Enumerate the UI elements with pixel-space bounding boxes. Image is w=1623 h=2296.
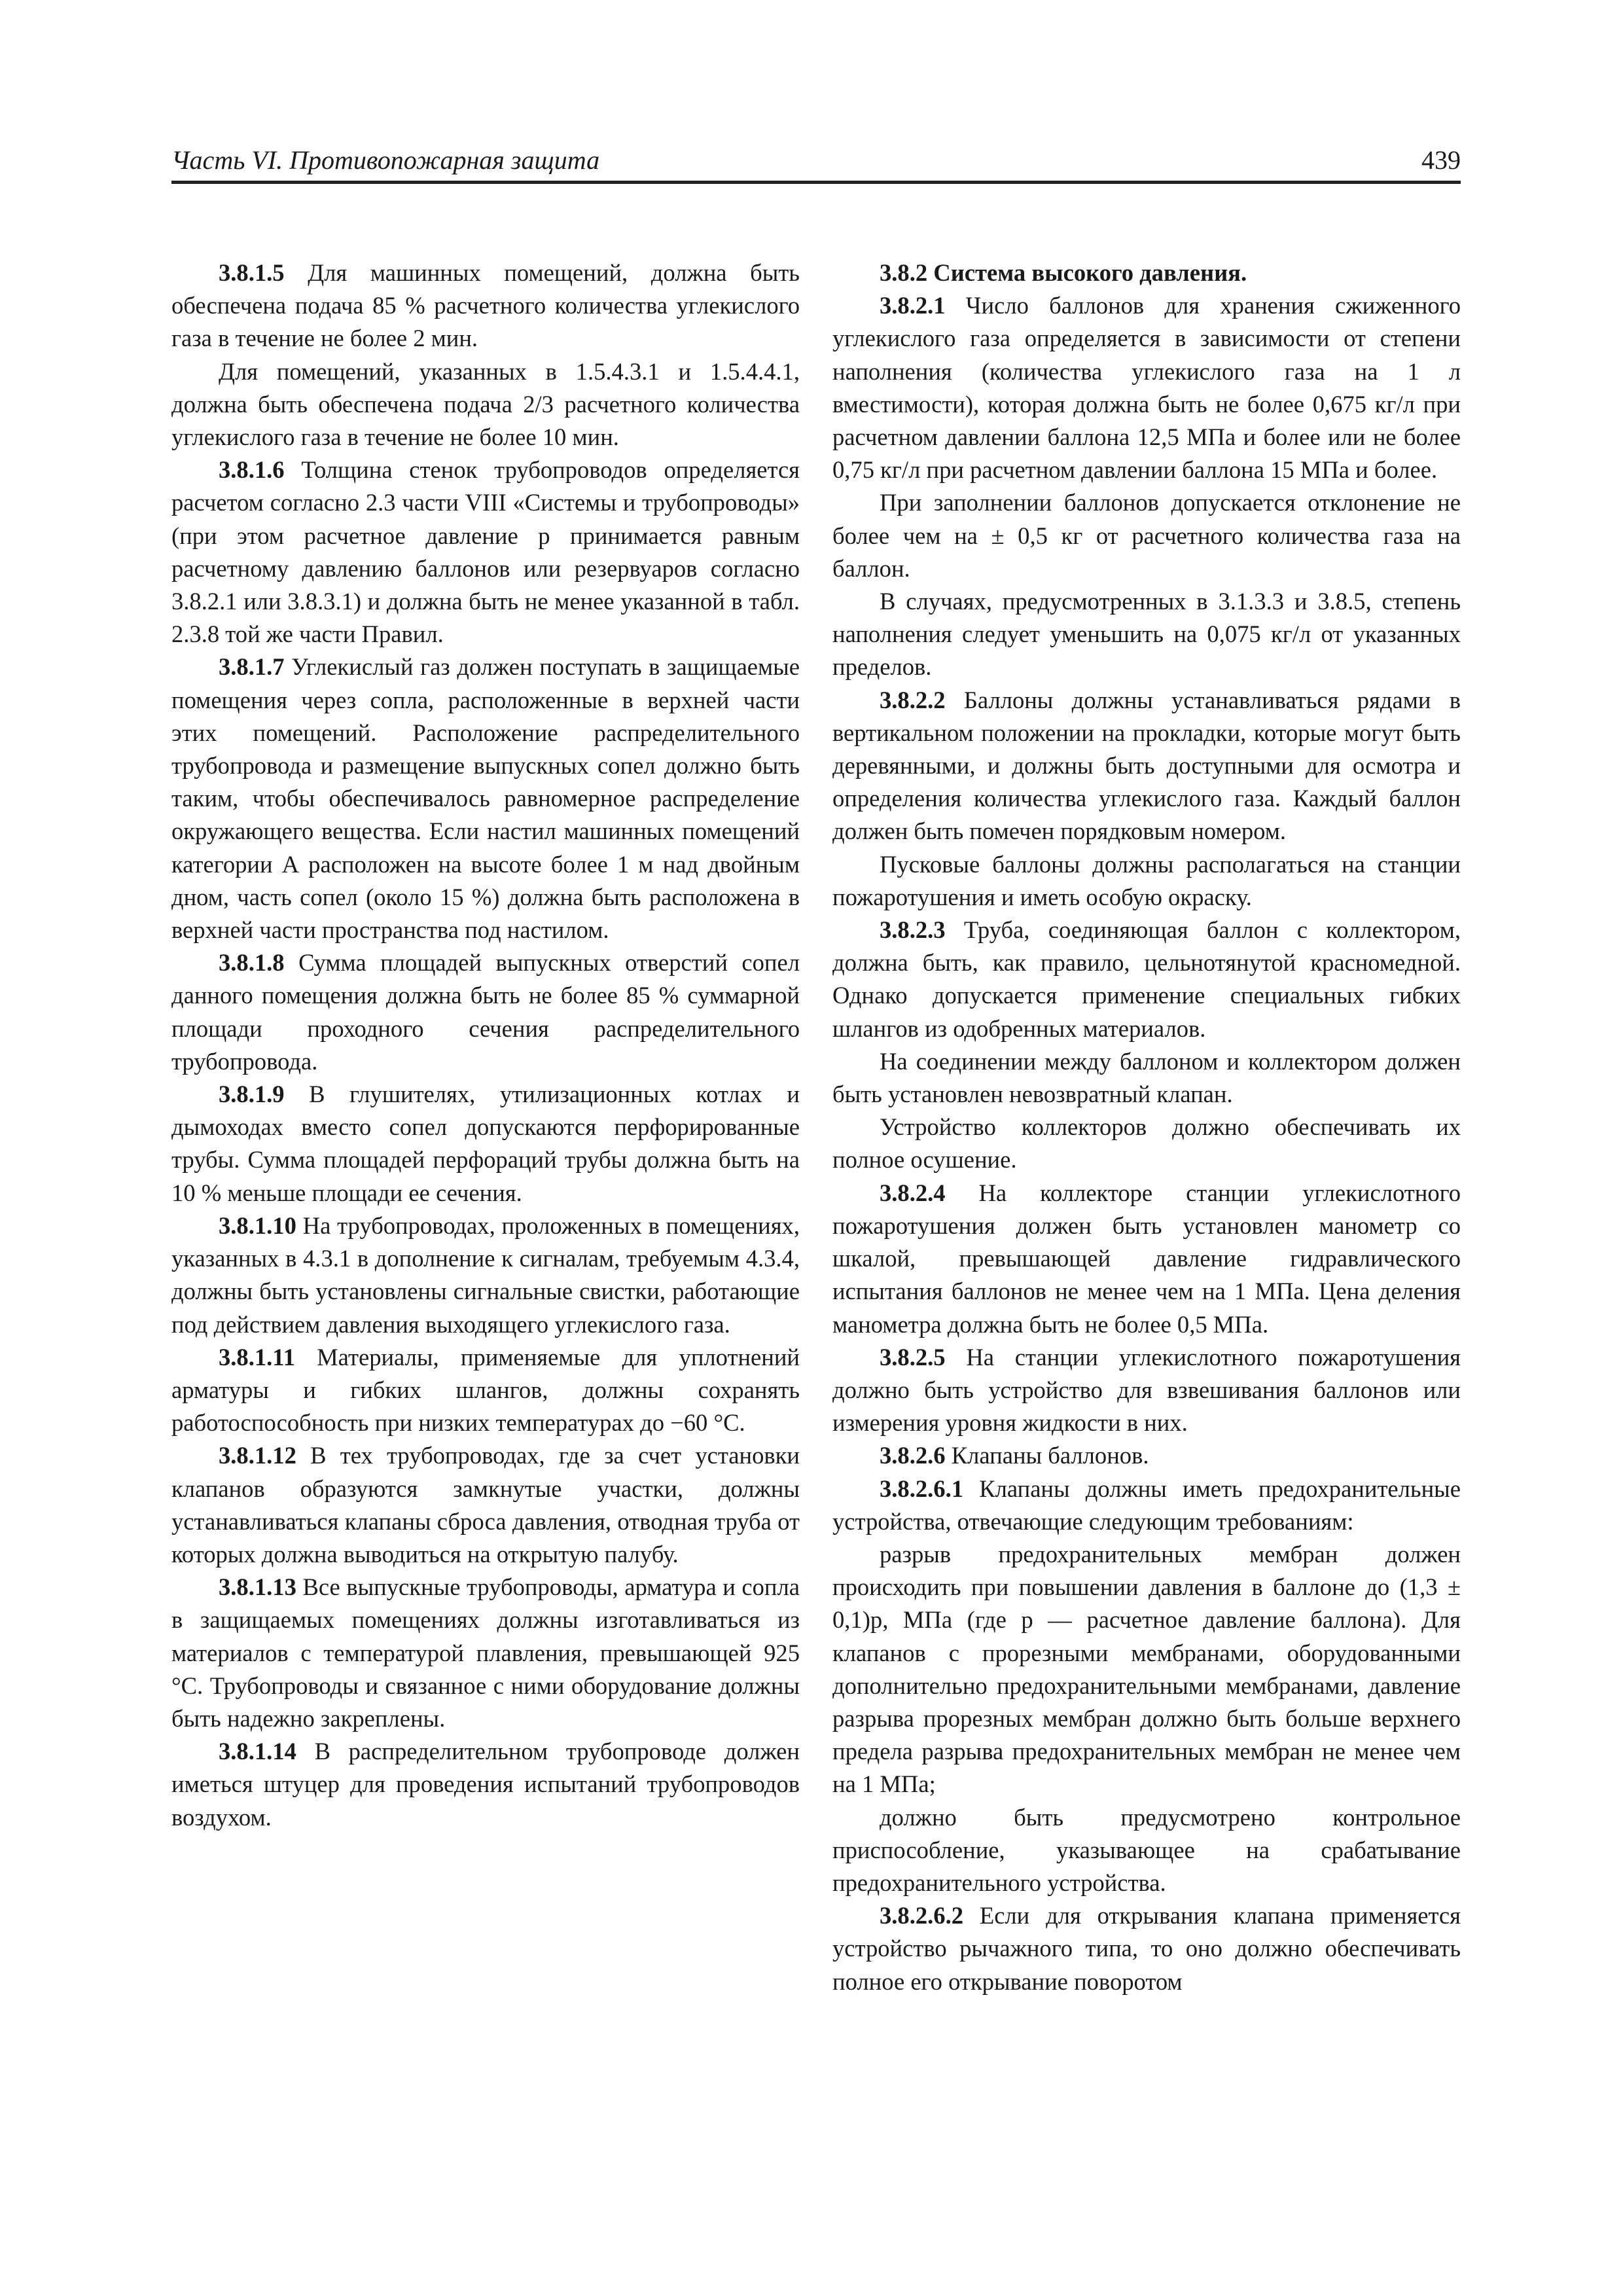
page-header — [171, 139, 1461, 184]
clause-number: 3.8.1.8 — [219, 949, 285, 977]
clause-number: 3.8.2.1 — [880, 292, 946, 319]
clause-number: 3.8.2.5 — [880, 1343, 946, 1371]
paragraph — [832, 585, 1461, 684]
paragraph — [832, 848, 1461, 914]
clause-text: Толщина стенок трубопроводов определяется расчетом согласно 2.3 части VIII «Системы и трубопроводы» (при этом расчетное давление p принимается равным расчетному давлению баллонов или резервуаров согласно 3.8.2.1 или 3.8.3.1) и должна быть не менее указанной в табл. 2.3.8 той же части Правил. — [171, 456, 800, 648]
clause-text: должно быть предусмотрено контрольное приспособление, указывающее на срабатывание предохранительного устройства. — [832, 1803, 1461, 1896]
clause-number: 3.8.2.6 — [880, 1442, 946, 1469]
paragraph — [832, 289, 1461, 486]
clause-number: 3.8.1.5 — [219, 259, 285, 286]
paragraph — [171, 1571, 800, 1735]
clause-text: Число баллонов для хранения сжиженного углекислого газа определяется в зависимости от степени наполнения (количества углекислого газа на 1 л вместимости), которая должна быть не более 0,675 кг/л при расчетном давлении баллона 12,5 МПа и более или не более 0,75 кг/л при расчетном давлении баллона 15 МПа и более. — [832, 292, 1461, 484]
page-number: 439 — [1421, 145, 1461, 175]
paragraph — [832, 1473, 1461, 1538]
paragraph — [832, 486, 1461, 585]
clause-number: 3.8.1.12 — [219, 1442, 296, 1469]
clause-number: 3.8.2.3 — [880, 916, 946, 944]
running-title: Часть VI. Противопожарная защита — [171, 145, 600, 175]
paragraph — [832, 1177, 1461, 1341]
clause-number: 3.8.2.4 — [880, 1179, 946, 1206]
paragraph — [171, 1439, 800, 1571]
section-title: 3.8.2 Система высокого давления. — [880, 259, 1247, 286]
clause-number: 3.8.1.14 — [219, 1738, 296, 1765]
clause-text: Труба, соединяющая баллон с коллектором, должна быть, как правило, цельнотянутой красномедной. Однако допускается применение специальных гибких шлангов из одобренных материалов. — [832, 916, 1461, 1042]
right-column — [832, 257, 1461, 1998]
clause-number: 3.8.2.6.2 — [880, 1902, 964, 1929]
clause-number: 3.8.2.6.1 — [880, 1475, 964, 1502]
clause-text: В распределительном трубопроводе должен иметься штуцер для проведения испытаний трубопроводов воздухом. — [171, 1738, 800, 1831]
clause-text: На коллекторе станции углекислотного пожаротушения должен быть установлен манометр со шкалой, превышающей давление гидравлического испытания баллонов не менее чем на 1 МПа. Цена деления манометра должна быть не более 0,5 МПа. — [832, 1179, 1461, 1338]
clause-text: Клапаны баллонов. — [945, 1442, 1149, 1469]
clause-text: В случаях, предусмотренных в 3.1.3.3 и 3.8.5, степень наполнения следует уменьшить на 0,075 кг/л от указанных пределов. — [832, 588, 1461, 681]
clause-text: разрыв предохранительных мембран должен происходить при повышении давления в баллоне до (1,3 ± 0,1)p, МПа (где p — расчетное давление баллона). Для клапанов с прорезными мембранами, оборудованными дополнительно предохранительными мембранами, давление разрыва прорезных мембран должно быть больше верхнего предела разрыва предохранительных мембран не менее чем на 1 МПа; — [832, 1540, 1461, 1798]
paragraph — [832, 684, 1461, 848]
clause-text: На соединении между баллоном и коллектором должен быть установлен невозвратный клапан. — [832, 1047, 1461, 1108]
clause-number: 3.8.1.6 — [219, 456, 285, 484]
clause-text: Для машинных помещений, должна быть обеспечена подача 85 % расчетного количества углекислого газа в течение не более 2 мин. — [171, 259, 800, 352]
clause-number: 3.8.1.11 — [219, 1343, 295, 1371]
clause-text: На трубопроводах, проложенных в помещениях, указанных в 4.3.1 в дополнение к сигналам, требуемым 4.3.4, должны быть установлены сигнальные свистки, работающие под действием давления выходящего углекислого газа. — [171, 1211, 800, 1338]
paragraph — [832, 914, 1461, 1045]
section-heading — [832, 257, 1461, 289]
paragraph — [171, 454, 800, 651]
clause-text: Углекислый газ должен поступать в защищаемые помещения через сопла, расположенные в верхней части этих помещений. Расположение распределительного трубопровода и размещение выпускных сопел должно быть таким, чтобы обеспечивалось равномерное распределение окружающего вещества. Если настил машинных помещений категории А расположен на высоте более 1 м над двойным дном, часть сопел (около 15 %) должна быть расположена в верхней части пространства под настилом. — [171, 653, 800, 944]
clause-text: При заполнении баллонов допускается отклонение не более чем на ± 0,5 кг от расчетного количества газа на баллон. — [832, 489, 1461, 582]
clause-text: Все выпускные трубопроводы, арматура и сопла в защищаемых помещениях должны изготавливаться из материалов с температурой плавления, превышающей 925 °C. Трубопроводы и связанное с ними оборудование должны быть надежно закреплены. — [171, 1573, 800, 1732]
clause-number: 3.8.1.10 — [219, 1211, 296, 1239]
paragraph — [171, 1735, 800, 1834]
clause-text: Для помещений, указанных в 1.5.4.3.1 и 1.5.4.4.1, должна быть обеспечена подача 2/3 расчетного количества углекислого газа в течение не более 10 мин. — [171, 357, 800, 451]
paragraph — [171, 946, 800, 1078]
clause-text: Клапаны должны иметь предохранительные устройства, отвечающие следующим требованиям: — [832, 1475, 1461, 1535]
paragraph — [832, 1538, 1461, 1801]
clause-text: В глушителях, утилизационных котлах и дымоходах вместо сопел допускаются перфорированные трубы. Сумма площадей перфораций трубы должна быть на 10 % меньше площади ее сечения. — [171, 1081, 800, 1206]
clause-text: Баллоны должны устанавливаться рядами в вертикальном положении на прокладки, которые могут быть деревянными, и должны быть доступными для осмотра и определения количества углекислого газа. Каждый баллон должен быть помечен порядковым номером. — [832, 686, 1461, 845]
clause-number: 3.8.2.2 — [880, 686, 946, 713]
paragraph — [832, 1801, 1461, 1900]
paragraph — [832, 1899, 1461, 1998]
left-column — [171, 257, 800, 1834]
paragraph — [832, 1341, 1461, 1440]
paragraph — [171, 355, 800, 454]
clause-text: Если для открывания клапана применяется устройство рычажного типа, то оно должно обеспечивать полное его открывание поворотом — [832, 1902, 1461, 1995]
paragraph — [171, 1341, 800, 1440]
paragraph — [171, 651, 800, 946]
clause-text: На станции углекислотного пожаротушения должно быть устройство для взвешивания баллонов или измерения уровня жидкости в них. — [832, 1343, 1461, 1437]
clause-number: 3.8.1.7 — [219, 653, 285, 681]
clause-text: В тех трубопроводах, где за счет установки клапанов образуются замкнутые участки, должны устанавливаться клапаны сброса давления, отводная труба от которых должна выводиться на открытую палубу. — [171, 1442, 800, 1568]
paragraph — [171, 1210, 800, 1341]
paragraph — [832, 1439, 1461, 1472]
clause-number: 3.8.1.9 — [219, 1081, 285, 1108]
clause-text: Материалы, применяемые для уплотнений арматуры и гибких шлангов, должны сохранять работоспособность при низких температурах до −60 °C. — [171, 1343, 800, 1437]
paragraph — [171, 257, 800, 355]
clause-number: 3.8.1.13 — [219, 1573, 296, 1601]
paragraph — [171, 1078, 800, 1210]
paragraph — [832, 1111, 1461, 1176]
clause-text: Сумма площадей выпускных отверстий сопел данного помещения должна быть не более 85 % суммарной площади проходного сечения распределительного трубопровода. — [171, 949, 800, 1075]
clause-text: Устройство коллекторов должно обеспечивать их полное осушение. — [832, 1113, 1461, 1174]
clause-text: Пусковые баллоны должны располагаться на станции пожаротушения и иметь особую окраску. — [832, 850, 1461, 910]
paragraph — [832, 1045, 1461, 1111]
